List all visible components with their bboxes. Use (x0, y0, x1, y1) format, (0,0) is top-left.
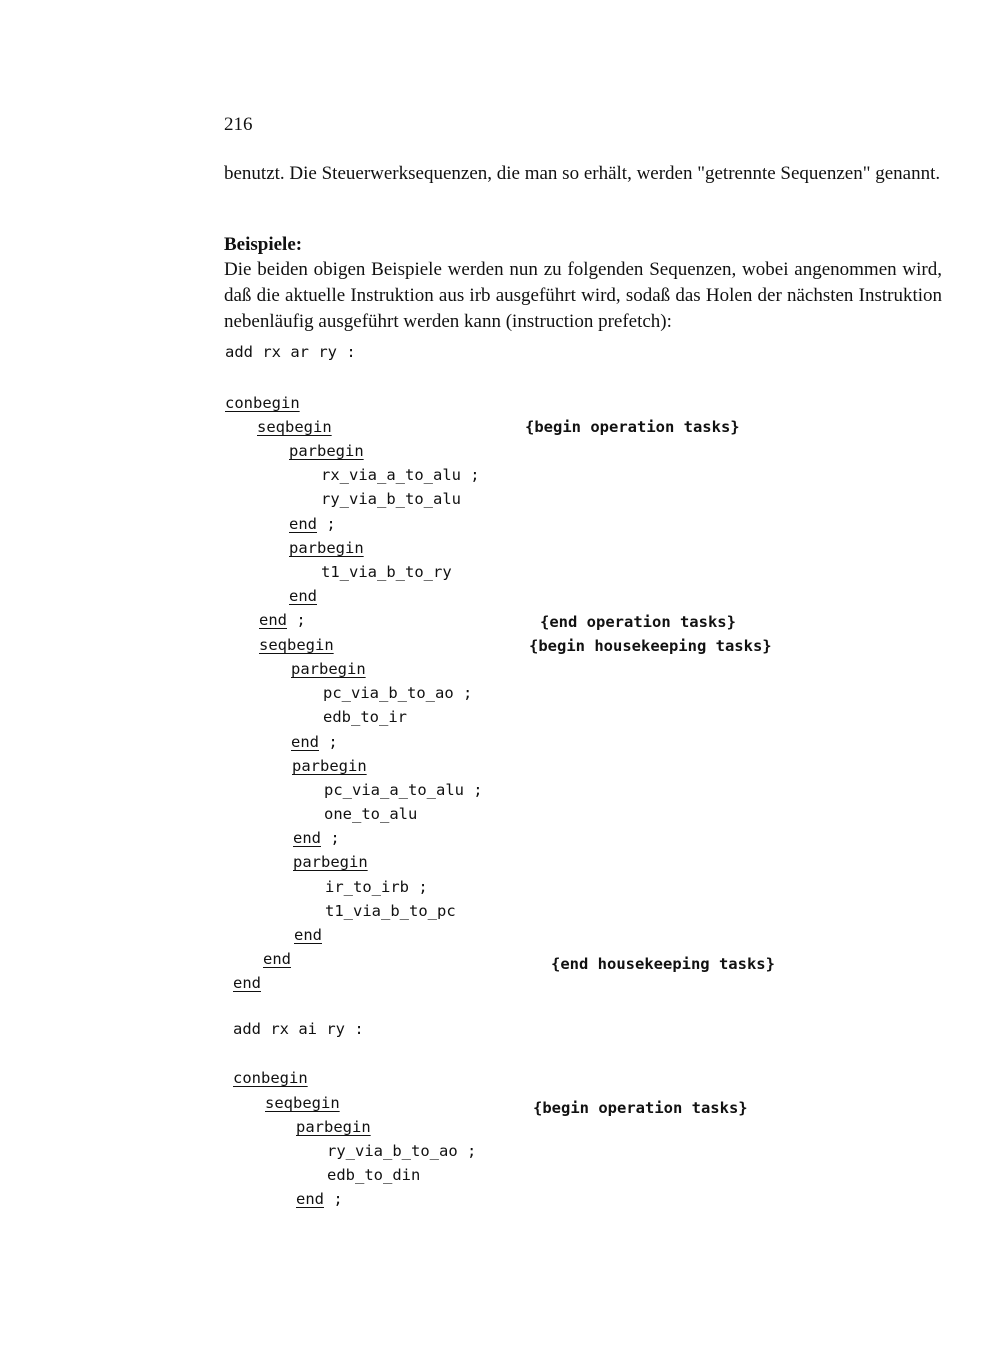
example2-header: add rx ai ry : (233, 1020, 364, 1038)
code-line: end ; (259, 611, 306, 629)
code-line: end (289, 587, 317, 605)
code-line: ry_via_b_to_alu (321, 490, 461, 508)
code-line: ry_via_b_to_ao ; (327, 1142, 477, 1160)
code-line: parbegin (293, 853, 368, 871)
example1-header: add rx ar ry : (225, 343, 356, 361)
section-heading: Beispiele: (224, 234, 303, 255)
code-line: seqbegin (259, 636, 334, 654)
code-comment: {begin operation tasks} (533, 1099, 748, 1117)
code-line: rx_via_a_to_alu ; (321, 466, 480, 484)
code-line: seqbegin (265, 1094, 340, 1112)
code-line: end ; (296, 1190, 343, 1208)
page-number: 216 (224, 114, 253, 135)
code-line: pc_via_a_to_alu ; (324, 781, 483, 799)
code-line: end (233, 974, 261, 992)
code-line: seqbegin (257, 418, 332, 436)
code-line: ir_to_irb ; (325, 878, 428, 896)
code-line: t1_via_b_to_pc (325, 902, 456, 920)
code-comment: {begin operation tasks} (525, 418, 740, 436)
code-line: parbegin (291, 660, 366, 678)
code-line: end ; (289, 515, 336, 533)
code-line: edb_to_ir (323, 708, 407, 726)
code-line: parbegin (289, 442, 364, 460)
code-line: end ; (293, 829, 340, 847)
code-line: parbegin (292, 757, 367, 775)
code-line: parbegin (296, 1118, 371, 1136)
code-line: one_to_alu (324, 805, 418, 823)
code-comment: {end operation tasks} (540, 613, 736, 631)
code-line: conbegin (233, 1069, 308, 1087)
code-line: end (263, 950, 291, 968)
code-line: edb_to_din (327, 1166, 421, 1184)
code-line: parbegin (289, 539, 364, 557)
code-line: t1_via_b_to_ry (321, 563, 452, 581)
intro-paragraph: benutzt. Die Steuerwerksequenzen, die man so erhält, werden "getrennte Sequenzen" genannt. (224, 163, 941, 184)
code-line: end (294, 926, 322, 944)
code-line: pc_via_b_to_ao ; (323, 684, 473, 702)
code-line: conbegin (225, 394, 300, 412)
code-comment: {begin housekeeping tasks} (529, 637, 772, 655)
example-paragraph: Die beiden obigen Beispiele werden nun zu folgenden Sequenzen, wobei angenommen wird, daß die aktuelle Instruktion aus irb ausgeführt wird, sodaß das Holen der nächsten Instruktion nebenläufig ausgeführt werden kann (instruction prefetch): (224, 259, 942, 332)
code-comment: {end housekeeping tasks} (551, 955, 775, 973)
code-line: end ; (291, 733, 338, 751)
